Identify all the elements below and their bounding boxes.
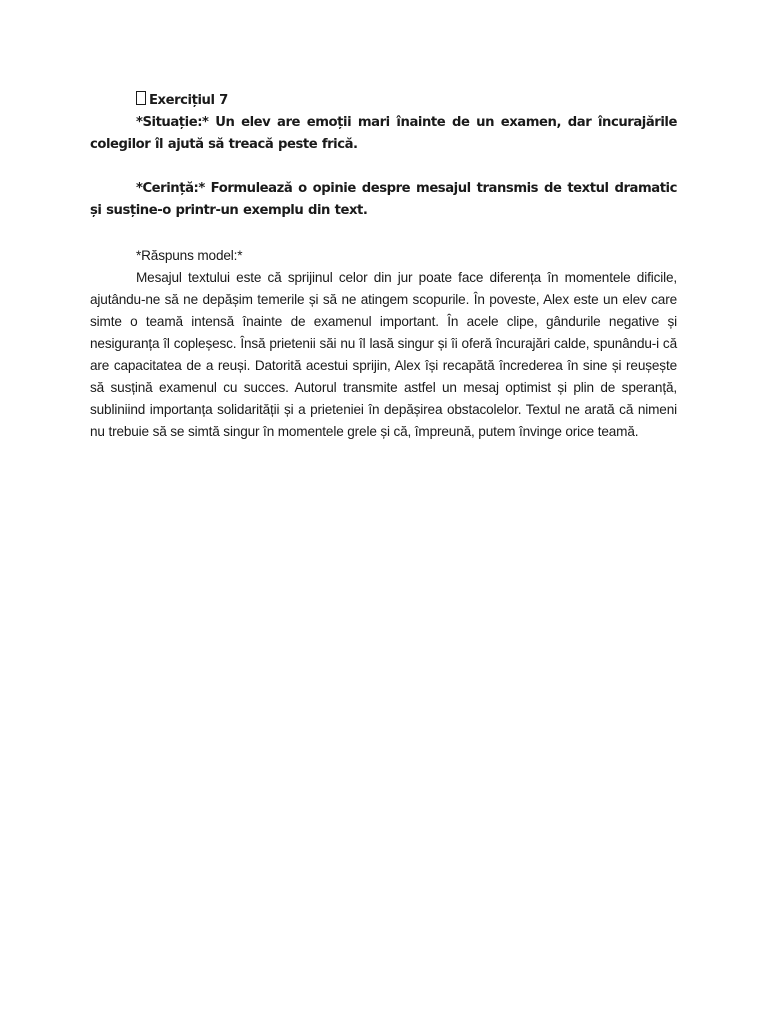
- missing-glyph-icon: [136, 91, 146, 105]
- answer-label: *Răspuns model:*: [136, 248, 243, 263]
- exercise-title: Exercițiul 7: [149, 93, 228, 108]
- document-page: [90, 90, 677, 443]
- exercise-title-line: [90, 90, 677, 112]
- answer-paragraph: Mesajul textului este că sprijinul celor din jur poate face diferența în momentele dificile, ajutându-ne să ne depășim temerile și să ne atingem scopurile. În poveste, Alex este un elev care simte o teamă intensă înainte de examenul important. În acele clipe, gândurile negative și nesiguranța îl copleșesc. Însă prietenii săi nu îl lasă singur și îi oferă încurajări calde, spunându-i că are capacitatea de a reuși. Datorită acestui sprijin, Alex își recapătă încrederea în sine și reușește să susțină examenul cu succes. Autorul transmite astfel un mesaj optimist și plin de speranță, subliniind importanța solidarității și a prieteniei în depășirea obstacolelor. Textul ne arată că nimeni nu trebuie să se simtă singur în momentele grele și că, împreună, putem învinge orice teamă.: [90, 270, 677, 439]
- requirement-paragraph: *Cerință:* Formulează o opinie despre mesajul transmis de textul dramatic și susține-o printr-un exemplu din text.: [90, 181, 677, 218]
- situation-paragraph: *Situație:* Un elev are emoții mari înainte de un examen, dar încurajările colegilor îl ajută să treacă peste frică.: [90, 115, 677, 152]
